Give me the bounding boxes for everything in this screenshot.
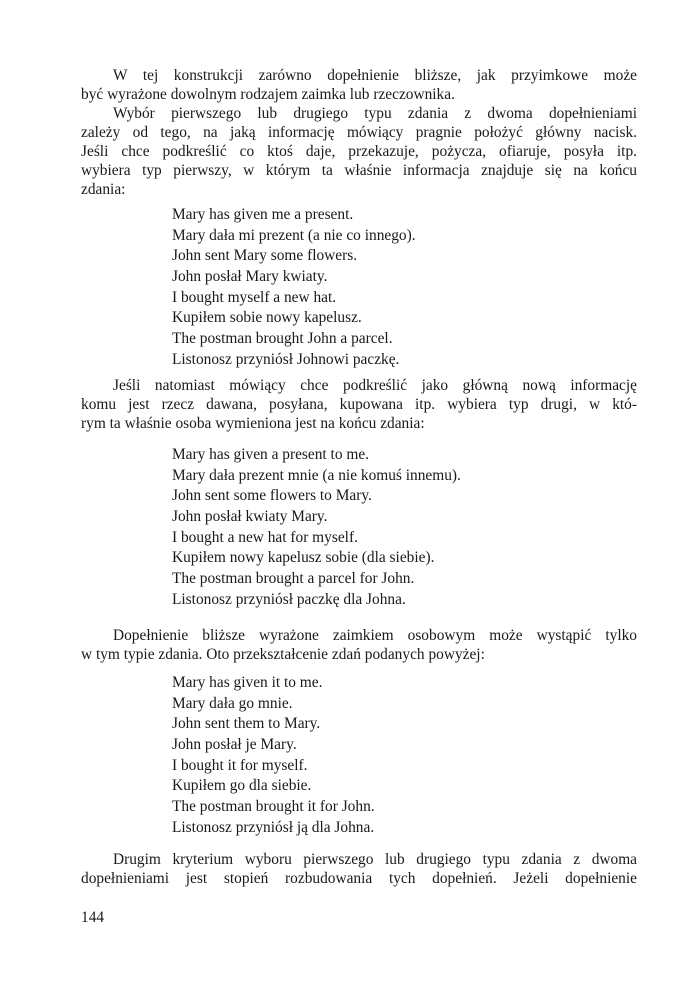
body-paragraph bbox=[81, 376, 637, 433]
text-line: dopełnieniami jest stopień rozbudowania tych dopełnień. Jeżeli dopełnienie bbox=[81, 870, 637, 887]
example-sentence: Mary dała prezent mnie (a nie komuś innemu). bbox=[172, 466, 461, 484]
example-sentence: Listonosz przyniósł paczkę dla Johna. bbox=[172, 590, 406, 608]
body-paragraph bbox=[81, 850, 637, 888]
example-sentence: The postman brought a parcel for John. bbox=[172, 570, 415, 588]
text-line: Jeśli chce podkreślić co ktoś daje, przekazuje, pożycza, ofiaruje, posyła itp. bbox=[81, 143, 637, 160]
example-sentence: John posłał kwiaty Mary. bbox=[172, 508, 328, 526]
text-line: być wyrażone dowolnym rodzajem zaimka lub rzeczownika. bbox=[81, 86, 455, 103]
text-line: komu jest rzecz dawana, posyłana, kupowana itp. wybiera typ drugi, w któ- bbox=[81, 396, 637, 413]
example-sentence: John posłał Mary kwiaty. bbox=[172, 268, 328, 286]
text-line: Dopełnienie bliższe wyrażone zaimkiem osobowym może wystąpić tylko bbox=[113, 627, 637, 644]
text-line: zależy od tego, na jaką informację mówiący pragnie położyć główny nacisk. bbox=[81, 124, 637, 141]
body-paragraph bbox=[81, 104, 637, 199]
example-sentence: I bought a new hat for myself. bbox=[172, 528, 358, 546]
example-sentence: Mary dała go mnie. bbox=[172, 694, 293, 712]
example-sentence: The postman brought John a parcel. bbox=[172, 330, 393, 348]
text-line: Jeśli natomiast mówiący chce podkreślić jako główną nową informację bbox=[113, 377, 637, 394]
text-line: W tej konstrukcji zarówno dopełnienie bliższe, jak przyimkowe może bbox=[113, 67, 637, 84]
text-line: Drugim kryterium wyboru pierwszego lub drugiego typu zdania z dwoma bbox=[113, 851, 637, 868]
example-sentence: Mary has given me a present. bbox=[172, 206, 354, 223]
example-sentence: Mary has given it to me. bbox=[172, 674, 323, 691]
example-sentence: I bought myself a new hat. bbox=[172, 288, 337, 306]
example-sentences bbox=[172, 445, 592, 611]
text-line: rym ta właśnie osoba wymieniona jest na końcu zdania: bbox=[81, 415, 425, 432]
example-sentence: Mary dała mi prezent (a nie co innego). bbox=[172, 226, 416, 244]
example-sentence: I bought it for myself. bbox=[172, 756, 308, 774]
text-line: zdania: bbox=[81, 181, 126, 198]
example-sentence: Kupiłem sobie nowy kapelusz. bbox=[172, 309, 362, 327]
body-paragraph bbox=[81, 66, 637, 104]
text-line: Wybór pierwszego lub drugiego typu zdania z dwoma dopełnieniami bbox=[113, 105, 637, 122]
example-sentences bbox=[172, 673, 592, 839]
example-sentence: The postman brought it for John. bbox=[172, 798, 375, 816]
example-sentence: John posłał je Mary. bbox=[172, 736, 297, 754]
example-sentence: John sent them to Mary. bbox=[172, 715, 321, 733]
example-sentence: Kupiłem go dla siebie. bbox=[172, 777, 312, 795]
example-sentence: Mary has given a present to me. bbox=[172, 446, 370, 463]
body-paragraph bbox=[81, 626, 637, 664]
page-number: 144 bbox=[81, 909, 105, 926]
example-sentence: John sent Mary some flowers. bbox=[172, 247, 358, 265]
example-sentence: John sent some flowers to Mary. bbox=[172, 487, 372, 505]
text-line: w tym typie zdania. Oto przekształcenie zdań podanych powyżej: bbox=[81, 646, 485, 663]
example-sentence: Kupiłem nowy kapelusz sobie (dla siebie). bbox=[172, 549, 435, 567]
example-sentence: Listonosz przyniósł Johnowi paczkę. bbox=[172, 350, 400, 368]
example-sentences bbox=[172, 205, 592, 371]
example-sentence: Listonosz przyniósł ją dla Johna. bbox=[172, 818, 375, 836]
text-line: wybiera typ pierwszy, w którym ta właśnie informacja znajduje się na końcu bbox=[81, 162, 637, 179]
